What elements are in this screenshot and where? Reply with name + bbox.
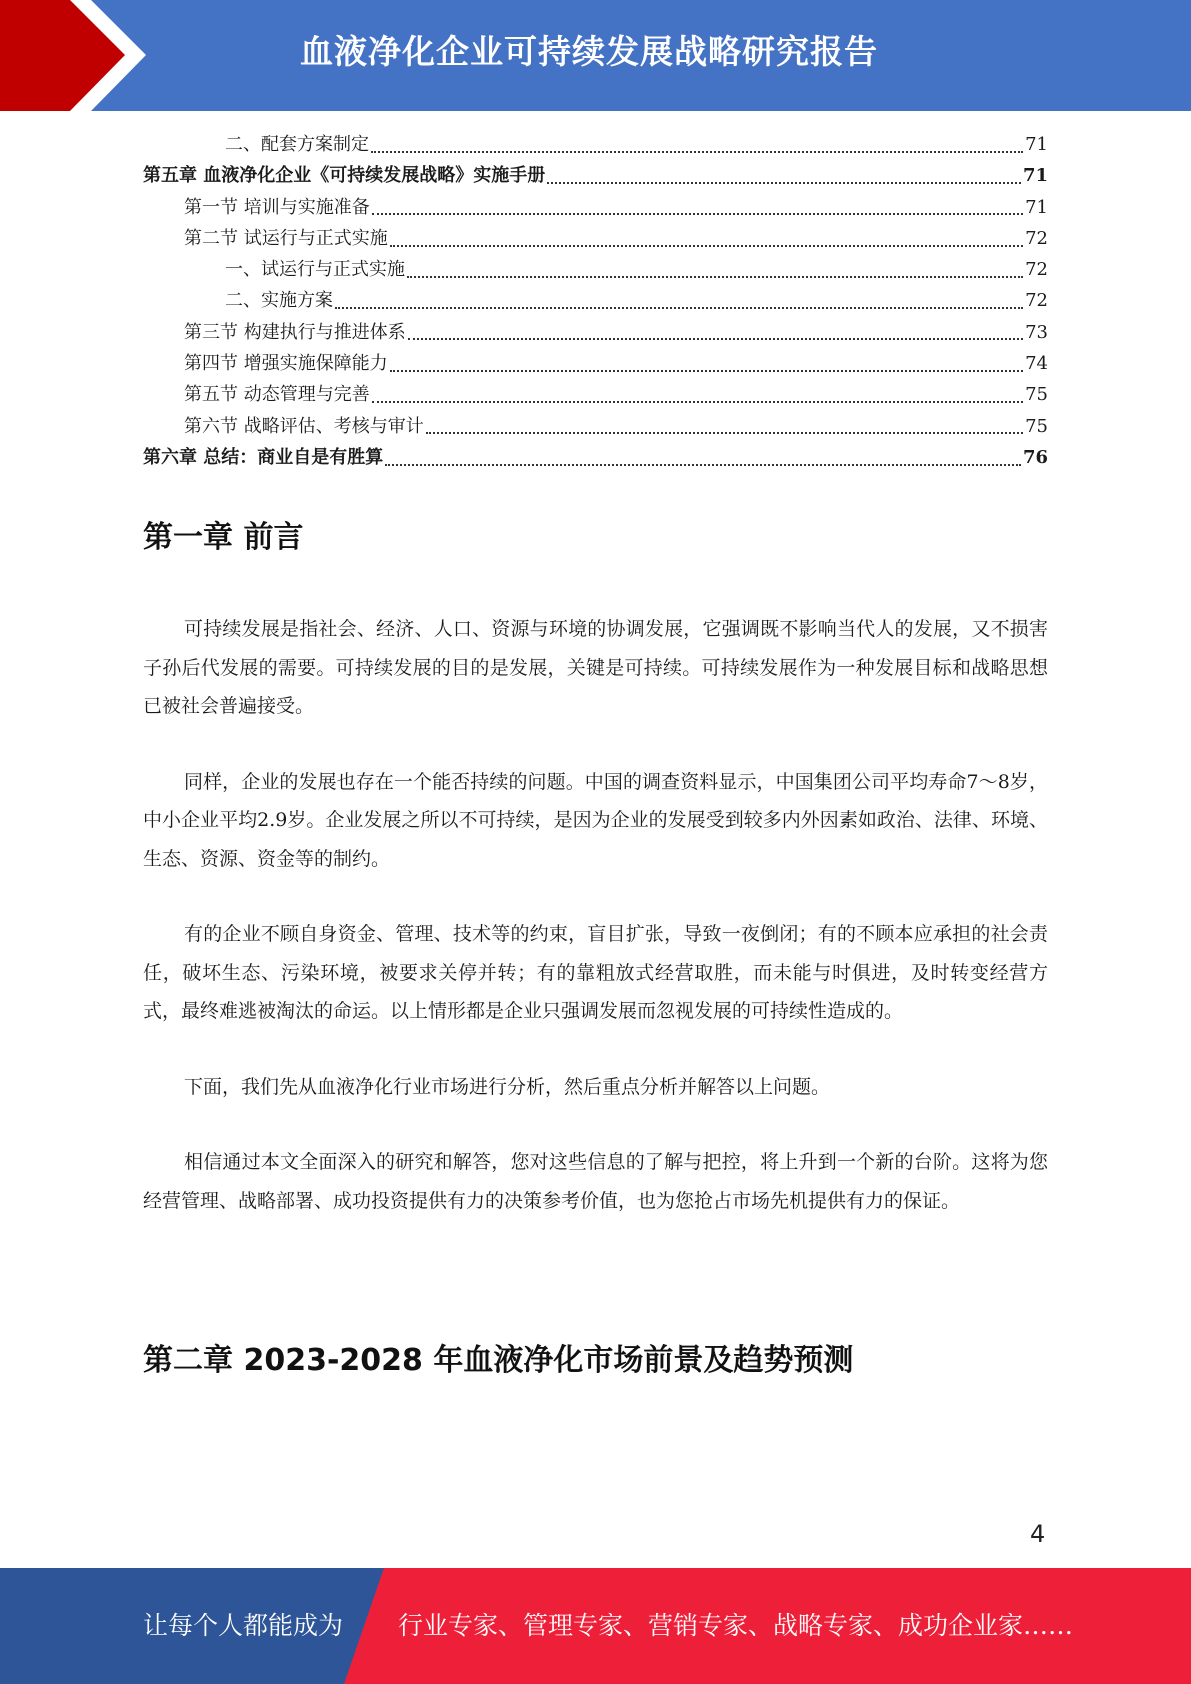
page-header-banner: [0, 0, 1191, 111]
toc-entry-page: 71: [1022, 165, 1048, 187]
toc-leader-dots: [390, 370, 1023, 372]
toc-entry-page: 75: [1025, 384, 1048, 406]
page-number: 4: [1030, 1520, 1046, 1548]
toc-entry-title: 第一节 培训与实施准备: [184, 196, 370, 218]
footer-slogan-left: 让每个人都能成为: [143, 1611, 344, 1640]
toc-entry-page: 74: [1025, 353, 1048, 375]
toc-leader-dots: [371, 151, 1023, 153]
footer-slogan-right: 行业专家、管理专家、营销专家、战略专家、成功企业家……: [398, 1611, 1074, 1640]
toc-entry-title: 第五节 动态管理与完善: [184, 384, 370, 406]
toc-leader-dots: [426, 432, 1023, 434]
paragraph: 相信通过本文全面深入的研究和解答，您对这些信息的了解与把控，将上升到一个新的台阶。这将为您经营管理、战略部署、成功投资提供有力的决策参考价值，也为您抢占市场先机提供有力的保证。: [143, 1151, 1048, 1212]
toc-entry-page: 75: [1025, 415, 1048, 437]
toc-entry-page: 73: [1025, 321, 1048, 343]
toc-entry[interactable]: [143, 442, 1048, 473]
toc-entry-title: 第二节 试运行与正式实施: [184, 227, 388, 249]
toc-entry[interactable]: [143, 285, 1048, 316]
toc-leader-dots: [335, 307, 1023, 309]
toc-leader-dots: [390, 245, 1023, 247]
toc-entry-page: 71: [1025, 196, 1048, 218]
toc-entry-title: 第四节 增强实施保障能力: [184, 353, 388, 375]
toc-entry-title: 第六章 总结：商业自是有胜算: [143, 446, 384, 468]
toc-entry-title: 第五章 血液净化企业《可持续发展战略》实施手册: [143, 165, 546, 187]
toc-entry-title: 一、试运行与正式实施: [225, 259, 405, 281]
toc-entry-title: 二、配套方案制定: [225, 134, 369, 155]
toc-entry[interactable]: [143, 317, 1048, 348]
toc-entry-page: 72: [1025, 259, 1048, 281]
toc-entry[interactable]: [143, 348, 1048, 379]
toc-entry-page: 71: [1025, 134, 1048, 155]
toc-entry-page: 72: [1025, 227, 1048, 249]
toc-entry[interactable]: [143, 254, 1048, 285]
toc-entry[interactable]: [143, 129, 1048, 160]
paragraph: 同样，企业的发展也存在一个能否持续的问题。中国的调查资料显示，中国集团公司平均寿命7～8岁，中小企业平均2.9岁。企业发展之所以不可持续，是因为企业的发展受到较多内外因素如政治、法律、环境、生态、资源、资金等的制约。: [143, 770, 1048, 870]
toc-entry-title: 二、实施方案: [225, 290, 333, 312]
page-footer-banner: [0, 1568, 1191, 1684]
report-title: 血液净化企业可持续发展战略研究报告: [300, 32, 878, 71]
toc-entry[interactable]: [143, 160, 1048, 191]
toc-leader-dots: [385, 464, 1021, 466]
toc-entry[interactable]: [143, 411, 1048, 442]
table-of-contents: [143, 129, 1048, 473]
chapter-heading-preface: 第一章 前言: [143, 520, 304, 555]
toc-leader-dots: [547, 182, 1021, 184]
chapter-heading-market-forecast: 第二章 2023-2028 年血液净化市场前景及趋势预测: [143, 1343, 854, 1378]
toc-entry-page: 76: [1022, 446, 1048, 468]
toc-entry-title: 第六节 战略评估、考核与审计: [184, 415, 424, 437]
header-red-chevron: [0, 0, 146, 111]
toc-entry-title: 第三节 构建执行与推进体系: [184, 321, 406, 343]
toc-entry[interactable]: [143, 192, 1048, 223]
preface-body: [143, 610, 1048, 1257]
toc-leader-dots: [372, 213, 1023, 215]
toc-entry-page: 72: [1025, 290, 1048, 312]
paragraph: 可持续发展是指社会、经济、人口、资源与环境的协调发展，它强调既不影响当代人的发展，又不损害子孙后代发展的需要。可持续发展的目的是发展，关键是可持续。可持续发展作为一种发展目标和战略思想已被社会普遍接受。: [143, 618, 1048, 717]
toc-entry[interactable]: [143, 223, 1048, 254]
toc-leader-dots: [408, 338, 1023, 340]
toc-leader-dots: [407, 276, 1023, 278]
paragraph: 下面，我们先从血液净化行业市场进行分析，然后重点分析并解答以上问题。: [184, 1075, 831, 1098]
paragraph: 有的企业不顾自身资金、管理、技术等的约束，盲目扩张，导致一夜倒闭；有的不顾本应承担的社会责任，破坏生态、污染环境，被要求关停并转；有的靠粗放式经营取胜，而未能与时俱进，及时转变经营方式，最终难逃被淘汰的命运。以上情形都是企业只强调发展而忽视发展的可持续性造成的。: [143, 923, 1048, 1022]
toc-leader-dots: [372, 401, 1023, 403]
toc-entry[interactable]: [143, 379, 1048, 410]
